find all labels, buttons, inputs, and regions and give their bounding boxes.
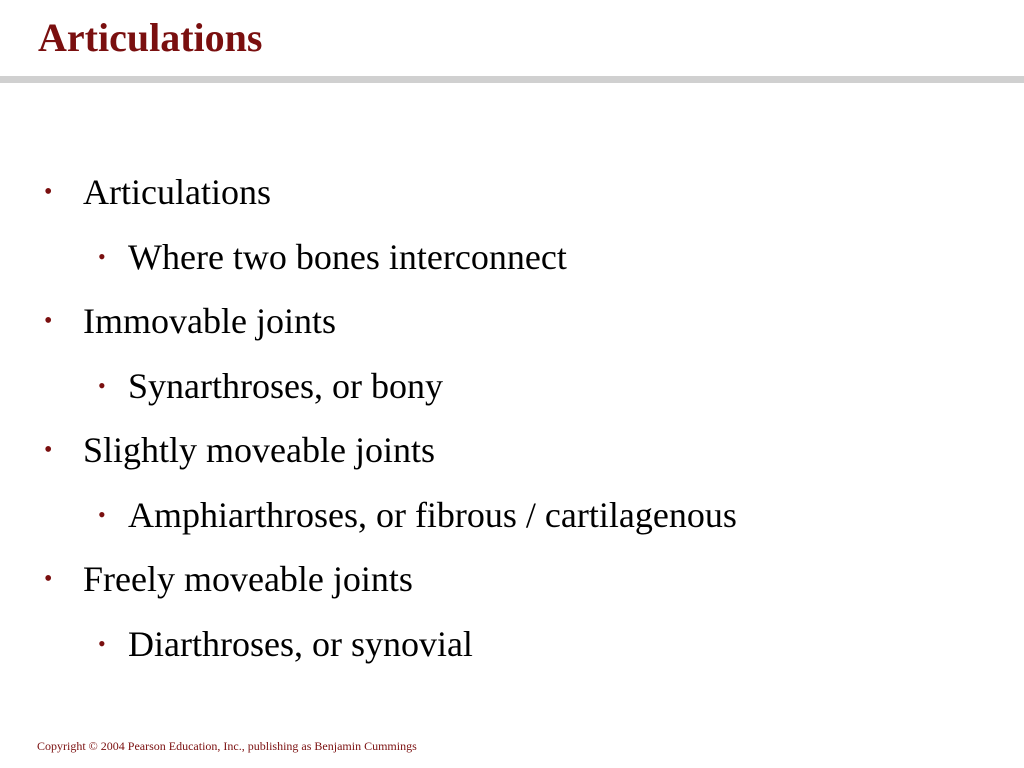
bullet-icon: • <box>44 566 53 593</box>
bullet-item-immovable <box>0 289 1024 354</box>
bullet-text: Slightly moveable joints <box>83 430 435 471</box>
title-divider <box>0 76 1024 83</box>
bullet-list <box>0 160 1024 676</box>
copyright-footer: Copyright © 2004 Pearson Education, Inc., publishing as Benjamin Cummings <box>37 739 417 753</box>
bullet-icon: • <box>98 501 106 527</box>
bullet-icon: • <box>44 308 53 335</box>
bullet-icon: • <box>98 630 106 656</box>
bullet-item-freely-moveable <box>0 547 1024 612</box>
bullet-text: Immovable joints <box>83 301 336 342</box>
sub-bullet-item-synarthroses <box>0 354 1024 419</box>
slide-title: Articulations <box>38 15 263 60</box>
bullet-text: Articulations <box>83 172 271 213</box>
bullet-icon: • <box>98 243 106 269</box>
bullet-icon: • <box>44 437 53 464</box>
bullet-text: Amphiarthroses, or fibrous / cartilagenous <box>128 494 737 535</box>
bullet-text: Freely moveable joints <box>83 559 413 600</box>
bullet-icon: • <box>44 179 53 206</box>
bullet-item-slightly-moveable <box>0 418 1024 483</box>
bullet-text: Synarthroses, or bony <box>128 365 443 406</box>
sub-bullet-item-definition <box>0 225 1024 290</box>
sub-bullet-item-diarthroses <box>0 612 1024 677</box>
bullet-text: Where two bones interconnect <box>128 236 567 277</box>
bullet-item-articulations <box>0 160 1024 225</box>
bullet-text: Diarthroses, or synovial <box>128 623 473 664</box>
bullet-icon: • <box>98 372 106 398</box>
sub-bullet-item-amphiarthroses <box>0 483 1024 548</box>
